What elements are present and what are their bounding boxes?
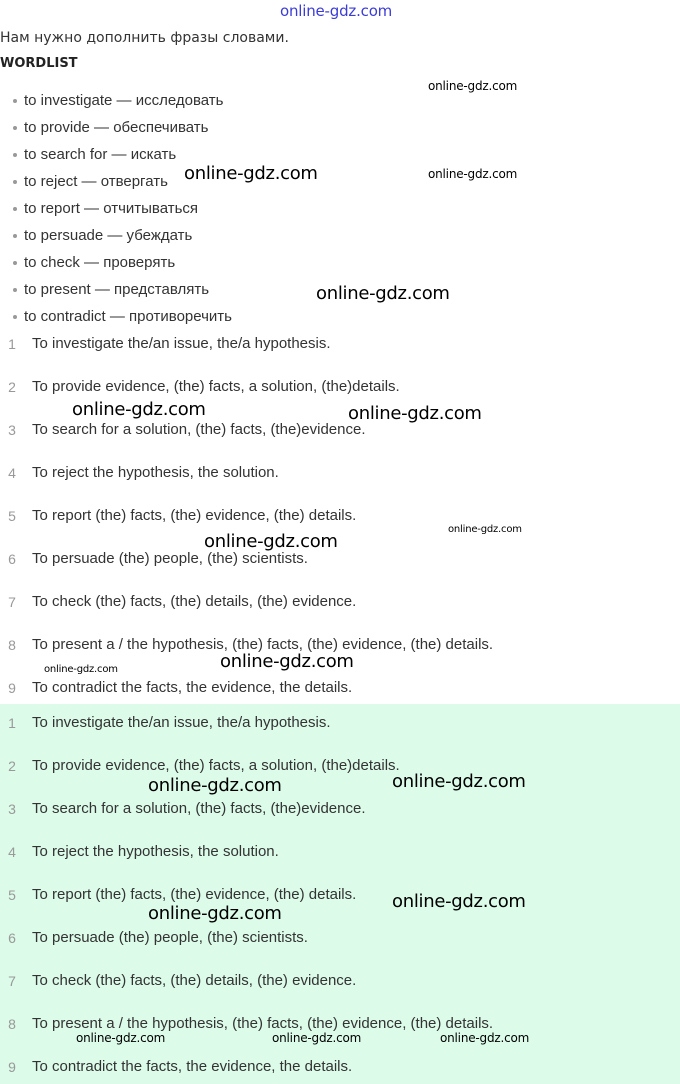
phrase-number: 6 [8,551,16,567]
wordlist-item: to investigate — исследовать [0,91,232,118]
phrase-text: To contradict the facts, the evidence, the details. [32,679,353,696]
answer-text: To present a / the hypothesis, (the) facts, (the) evidence, (the) details. [32,1015,494,1032]
bullet-icon [13,126,17,130]
phrase-list [0,334,680,704]
answer-text: To contradict the facts, the evidence, the details. [32,1058,353,1075]
phrase-number: 2 [8,379,16,395]
watermark: online-gdz.com [428,79,518,93]
answer-text: To check (the) facts, (the) details, (the) evidence. [32,972,357,989]
watermark: online-gdz.com [272,1031,362,1045]
answer-number: 7 [8,973,16,989]
watermark: online-gdz.com [392,891,526,912]
wordlist-item: to present — представлять [0,280,232,307]
wordlist-item: to contradict — противоречить [0,307,232,334]
answer-text: To investigate the/an issue, the/a hypothesis. [32,714,331,731]
watermark: online-gdz.com [148,775,282,796]
phrase-text: To present a / the hypothesis, (the) facts, (the) evidence, (the) details. [32,636,494,653]
bullet-icon [13,261,17,265]
answer-number: 9 [8,1059,16,1075]
bullet-icon [13,234,17,238]
watermark: online-gdz.com [72,399,206,420]
answer-list [0,704,680,1084]
bullet-icon [13,99,17,103]
wordlist-item: to search for — искать [0,145,232,172]
phrase-number: 9 [8,680,16,696]
wordlist [0,91,232,334]
phrase-text: To check (the) facts, (the) details, (the) evidence. [32,593,357,610]
phrase-text: To reject the hypothesis, the solution. [32,464,279,481]
watermark: online-gdz.com [44,664,118,675]
answer-number: 5 [8,887,16,903]
bullet-icon [13,288,17,292]
phrase-number: 4 [8,465,16,481]
wordlist-item: to report — отчитываться [0,199,232,226]
watermark: online-gdz.com [76,1031,166,1045]
watermark: online-gdz.com [148,903,282,924]
answer-text: To search for a solution, (the) facts, (the)evidence. [32,800,366,817]
wordlist-item: to provide — обеспечивать [0,118,232,145]
phrase-text: To provide evidence, (the) facts, a solution, (the)details. [32,378,400,395]
answer-text: To provide evidence, (the) facts, a solution, (the)details. [32,757,400,774]
bullet-icon [13,315,17,319]
site-logo[interactable]: online-gdz.com [280,2,393,20]
wordlist-title: WORDLIST [0,56,78,71]
phrase-number: 3 [8,422,16,438]
phrase-text: To search for a solution, (the) facts, (the)evidence. [32,421,366,438]
phrase-number: 5 [8,508,16,524]
answer-number: 1 [8,715,16,731]
phrase-number: 1 [8,336,16,352]
watermark: online-gdz.com [348,403,482,424]
bullet-icon [13,153,17,157]
phrase-number: 7 [8,594,16,610]
answer-text: To persuade (the) people, (the) scientists. [32,929,308,946]
watermark: online-gdz.com [428,167,518,181]
bullet-icon [13,180,17,184]
watermark: online-gdz.com [448,524,522,535]
wordlist-item: to check — проверять [0,253,232,280]
answer-text: To report (the) facts, (the) evidence, (the) details. [32,886,357,903]
phrase-text: To investigate the/an issue, the/a hypothesis. [32,335,331,352]
watermark: online-gdz.com [204,531,338,552]
watermark: online-gdz.com [440,1031,530,1045]
phrase-text: To report (the) facts, (the) evidence, (the) details. [32,507,357,524]
answer-number: 6 [8,930,16,946]
answer-number: 3 [8,801,16,817]
bullet-icon [13,207,17,211]
phrase-number: 8 [8,637,16,653]
answer-number: 2 [8,758,16,774]
watermark: online-gdz.com [392,771,526,792]
wordlist-item: to reject — отвергать [0,172,232,199]
intro-text: Нам нужно дополнить фразы словами. [0,30,289,46]
answer-number: 4 [8,844,16,860]
watermark: online-gdz.com [220,651,354,672]
answer-number: 8 [8,1016,16,1032]
wordlist-item: to persuade — убеждать [0,226,232,253]
answer-text: To reject the hypothesis, the solution. [32,843,279,860]
watermark: online-gdz.com [184,163,318,184]
watermark: online-gdz.com [316,283,450,304]
phrase-text: To persuade (the) people, (the) scientists. [32,550,308,567]
